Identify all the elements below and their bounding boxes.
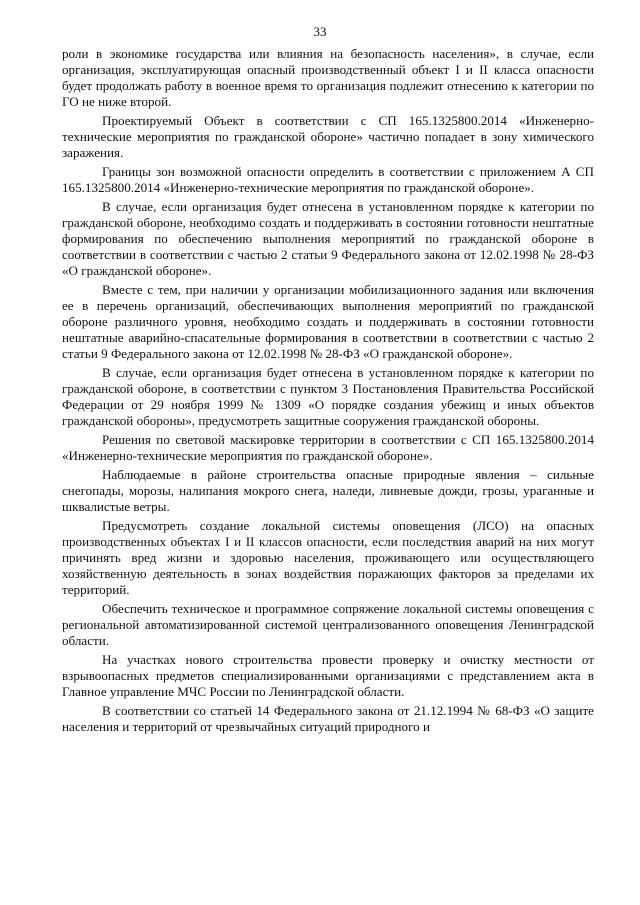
document-body [62,46,594,738]
paragraph-federal-law-reference: В соответствии со статьей 14 Федерального закона от 21.12.1994 № 68-ФЗ «О защите населения и территорий от чрезвычайных ситуаций природного и [62,703,594,734]
page-number: 33 [313,24,327,39]
paragraph-hazard-zone-borders: Границы зон возможной опасности определить в соответствии с приложением А СП 165.1325800.2014 «Инженерно-технические мероприятия по гражданской обороне». [62,164,594,195]
paragraph-protective-structures: В случае, если организация будет отнесена в установленном порядке к категории по гражданской обороне, в соответствии с пунктом 3 Постановления Правительства Российской Федерации от 29 ноября 1999 № 1309 «О порядке создания убежищ и иных объектов гражданской обороны», предусмотреть защитные сооружения гражданской обороны. [62,365,594,428]
paragraph-warning-integration: Обеспечить техническое и программное сопряжение локальной системы оповещения с региональной автоматизированной системой централизованного оповещения Ленинградской области. [62,601,594,648]
paragraph-light-masking: Решения по световой маскировке территории в соответствии с СП 165.1325800.2014 «Инженерно-технические мероприятия по гражданской обороне». [62,432,594,463]
paragraph-mobilization-task: Вместе с тем, при наличии у организации мобилизационного задания или включения ее в перечень организаций, обеспечивающих выполнения мероприятий по гражданской обороне различного уровня, необходимо создать и поддерживать в состоянии готовности нештатные аварийно-спасательные формирования в соответствии в соответствии с частью 2 статьи 9 Федерального закона от 12.02.1998 № 28-ФЗ «О гражданской обороне». [62,282,594,361]
paragraph-natural-hazards: Наблюдаемые в районе строительства опасные природные явления – сильные снегопады, морозы, налипания мокрого снега, наледи, ливневые дожди, грозы, ураганные и шквалистые ветры. [62,467,594,514]
paragraph-civil-defense-formations: В случае, если организация будет отнесена в установленном порядке к категории по гражданской обороне, необходимо создать и поддерживать в состоянии готовности нештатные формирования по обеспечению выполнения мероприятий по гражданской обороне в соответствии в соответствии с частью 2 статьи 9 Федерального закона от 12.02.1998 № 28-ФЗ «О гражданской обороне». [62,199,594,278]
paragraph-local-warning-system: Предусмотреть создание локальной системы оповещения (ЛСО) на опасных производственных объектах I и II классов опасности, если последствия аварий на них могут причинять вред жизни и здоровью населения, проживающего или осуществляющего хозяйственную деятельность в зонах воздействия поражающих факторов за пределами их территорий. [62,518,594,597]
paragraph-explosives-clearance: На участках нового строительства провести проверку и очистку местности от взрывоопасных предметов специализированными организациями с представлением акта в Главное управление МЧС России по Ленинградской области. [62,652,594,699]
paragraph-continuation: роли в экономике государства или влияния на безопасность населения», в случае, если организация, эксплуатирующая опасный производственный объект I и II класса опасности будет продолжать работу в военное время то организация подлежит отнесению к категории по ГО не ниже второй. [62,46,594,109]
paragraph-chemical-zone: Проектируемый Объект в соответствии с СП 165.1325800.2014 «Инженерно-технические мероприятия по гражданской обороне» частично попадает в зону химического заражения. [62,113,594,160]
